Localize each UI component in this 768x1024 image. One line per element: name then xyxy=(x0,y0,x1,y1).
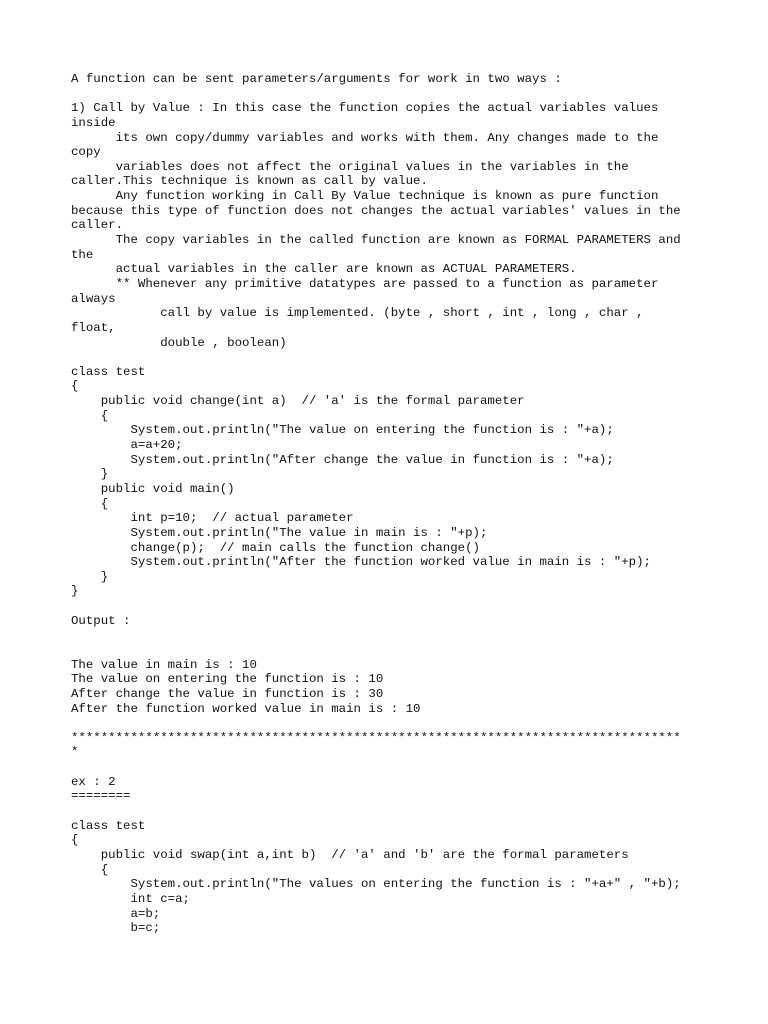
text-line: actual variables in the caller are known as ACTUAL PARAMETERS. xyxy=(71,262,577,277)
code-line: System.out.println("The value in main is : "+p); xyxy=(71,525,488,540)
code-line: } xyxy=(71,467,109,482)
text-line xyxy=(71,760,711,775)
code-line: int p=10; // actual parameter xyxy=(71,511,354,526)
text-line: Any function working in Call By Value technique is known as pure function xyxy=(71,189,659,204)
text-line: inside xyxy=(71,115,116,130)
text-line: caller.This technique is known as call by value. xyxy=(71,174,428,189)
text-line: The copy variables in the called function are known as FORMAL PARAMETERS and xyxy=(71,233,681,248)
separator-line: * xyxy=(71,745,79,760)
text-line xyxy=(71,599,711,614)
code-line: class test xyxy=(71,364,146,379)
output-heading: Output : xyxy=(71,613,131,628)
document-page xyxy=(71,72,711,936)
text-line xyxy=(71,643,711,658)
code-line: public void main() xyxy=(71,481,235,496)
output-line: The value in main is : 10 xyxy=(71,657,257,672)
text-line: 1) Call by Value : In this case the function copies the actual variables values xyxy=(71,101,659,116)
text-line: double , boolean) xyxy=(71,335,287,350)
text-line: copy xyxy=(71,145,101,160)
text-line: float, xyxy=(71,320,116,335)
code-line: System.out.println("After the function worked value in main is : "+p); xyxy=(71,555,651,570)
code-line: class test xyxy=(71,818,146,833)
text-line: A function can be sent parameters/arguments for work in two ways : xyxy=(71,72,562,86)
code-line: public void change(int a) // 'a' is the formal parameter xyxy=(71,394,525,409)
text-line: because this type of function does not changes the actual variables' values in the xyxy=(71,203,681,218)
code-line: b=c; xyxy=(71,921,161,936)
code-line: System.out.println("After change the value in function is : "+a); xyxy=(71,452,614,467)
heading-underline: ======== xyxy=(71,789,131,804)
code-line: } xyxy=(71,569,109,584)
text-line: its own copy/dummy variables and works with them. Any changes made to the xyxy=(71,130,659,145)
code-line: { xyxy=(71,833,79,848)
code-line: { xyxy=(71,408,109,423)
code-line: a=b; xyxy=(71,906,161,921)
text-line xyxy=(71,804,711,819)
code-line: } xyxy=(71,584,79,599)
output-line: After change the value in function is : 30 xyxy=(71,686,384,701)
output-line: After the function worked value in main is : 10 xyxy=(71,701,421,716)
text-line: the xyxy=(71,247,94,262)
text-line xyxy=(71,716,711,731)
code-line: { xyxy=(71,379,79,394)
code-line: System.out.println("The value on entering the function is : "+a); xyxy=(71,423,614,438)
code-line: change(p); // main calls the function change() xyxy=(71,540,480,555)
text-line: caller. xyxy=(71,218,124,233)
code-line: int c=a; xyxy=(71,891,190,906)
text-line: always xyxy=(71,291,116,306)
code-line: System.out.println("The values on entering the function is : "+a+" , "+b); xyxy=(71,877,681,892)
code-line: public void swap(int a,int b) // 'a' and 'b' are the formal parameters xyxy=(71,847,629,862)
text-line: call by value is implemented. (byte , short , int , long , char , xyxy=(71,306,644,321)
text-line: variables does not affect the original values in the variables in the xyxy=(71,159,629,174)
text-line: ** Whenever any primitive datatypes are passed to a function as parameter xyxy=(71,276,659,291)
example-heading: ex : 2 xyxy=(71,774,116,789)
code-line: { xyxy=(71,862,109,877)
code-line: { xyxy=(71,496,109,511)
code-line: a=a+20; xyxy=(71,438,183,453)
text-line xyxy=(71,628,711,643)
text-line xyxy=(71,350,711,365)
separator-line: ********************************************************************************** xyxy=(71,730,681,745)
output-line: The value on entering the function is : 10 xyxy=(71,672,384,687)
text-line xyxy=(71,87,711,102)
